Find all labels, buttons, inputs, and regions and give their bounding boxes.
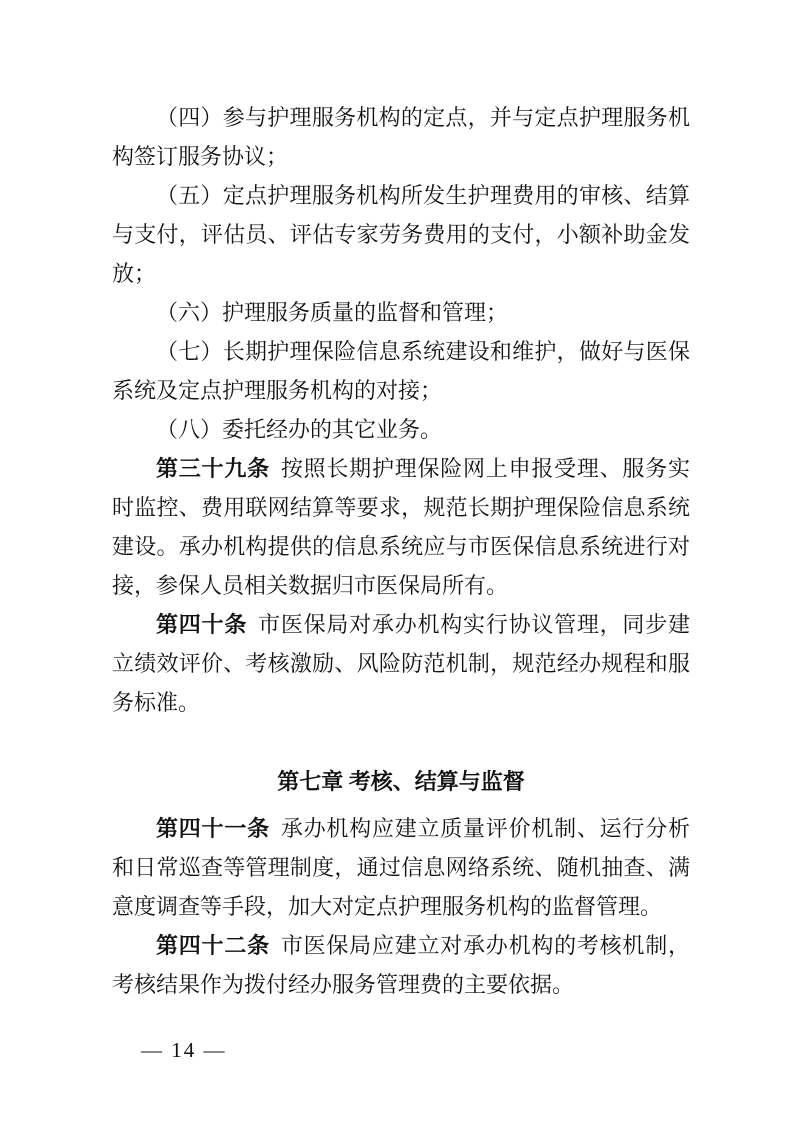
article-41 <box>112 809 690 926</box>
article-42-text: 市医保局应建立对承办机构的考核机制，考核结果作为拨付经办服务管理费的主要依据。 <box>112 933 690 997</box>
page-number: — 14 — <box>141 1038 227 1062</box>
document-body <box>112 98 690 1004</box>
clause-item-7: （七）长期护理保险信息系统建设和维护，做好与医保系统及定点护理服务机构的对接； <box>112 339 690 403</box>
clause-item-8: （八）委托经办的其它业务。 <box>156 417 443 442</box>
chapter-heading: 第七章 考核、结算与监督 <box>277 769 525 794</box>
article-40-text: 市医保局对承办机构实行协议管理，同步建立绩效评价、考核激励、风险防范机制，规范经办规程和服务标准。 <box>112 612 690 715</box>
page-footer <box>112 1013 227 1088</box>
clause-item-5: （五）定点护理服务机构所发生护理费用的审核、结算与支付，评估员、评估专家劳务费用的支付，小额补助金发放； <box>112 183 690 286</box>
article-40-number: 第四十条 <box>156 612 248 637</box>
article-42-number: 第四十二条 <box>156 933 270 958</box>
article-40 <box>112 605 690 722</box>
clause-item-6: （六）护理服务质量的监督和管理； <box>156 300 509 325</box>
article-41-text: 承办机构应建立质量评价机制、运行分析和日常巡查等管理制度，通过信息网络系统、随机抽查、满意度调查等手段，加大对定点护理服务机构的监督管理。 <box>112 816 690 919</box>
article-39-number: 第三十九条 <box>156 456 270 481</box>
clause-item-4: （四）参与护理服务机构的定点，并与定点护理服务机构签订服务协议； <box>112 105 690 169</box>
article-41-number: 第四十一条 <box>156 816 270 841</box>
article-39 <box>112 449 690 605</box>
article-42 <box>112 926 690 1004</box>
article-39-text: 按照长期护理保险网上申报受理、服务实时监控、费用联网结算等要求，规范长期护理保险信息系统建设。承办机构提供的信息系统应与市医保信息系统进行对接，参保人员相关数据归市医保局所有。 <box>112 456 690 598</box>
